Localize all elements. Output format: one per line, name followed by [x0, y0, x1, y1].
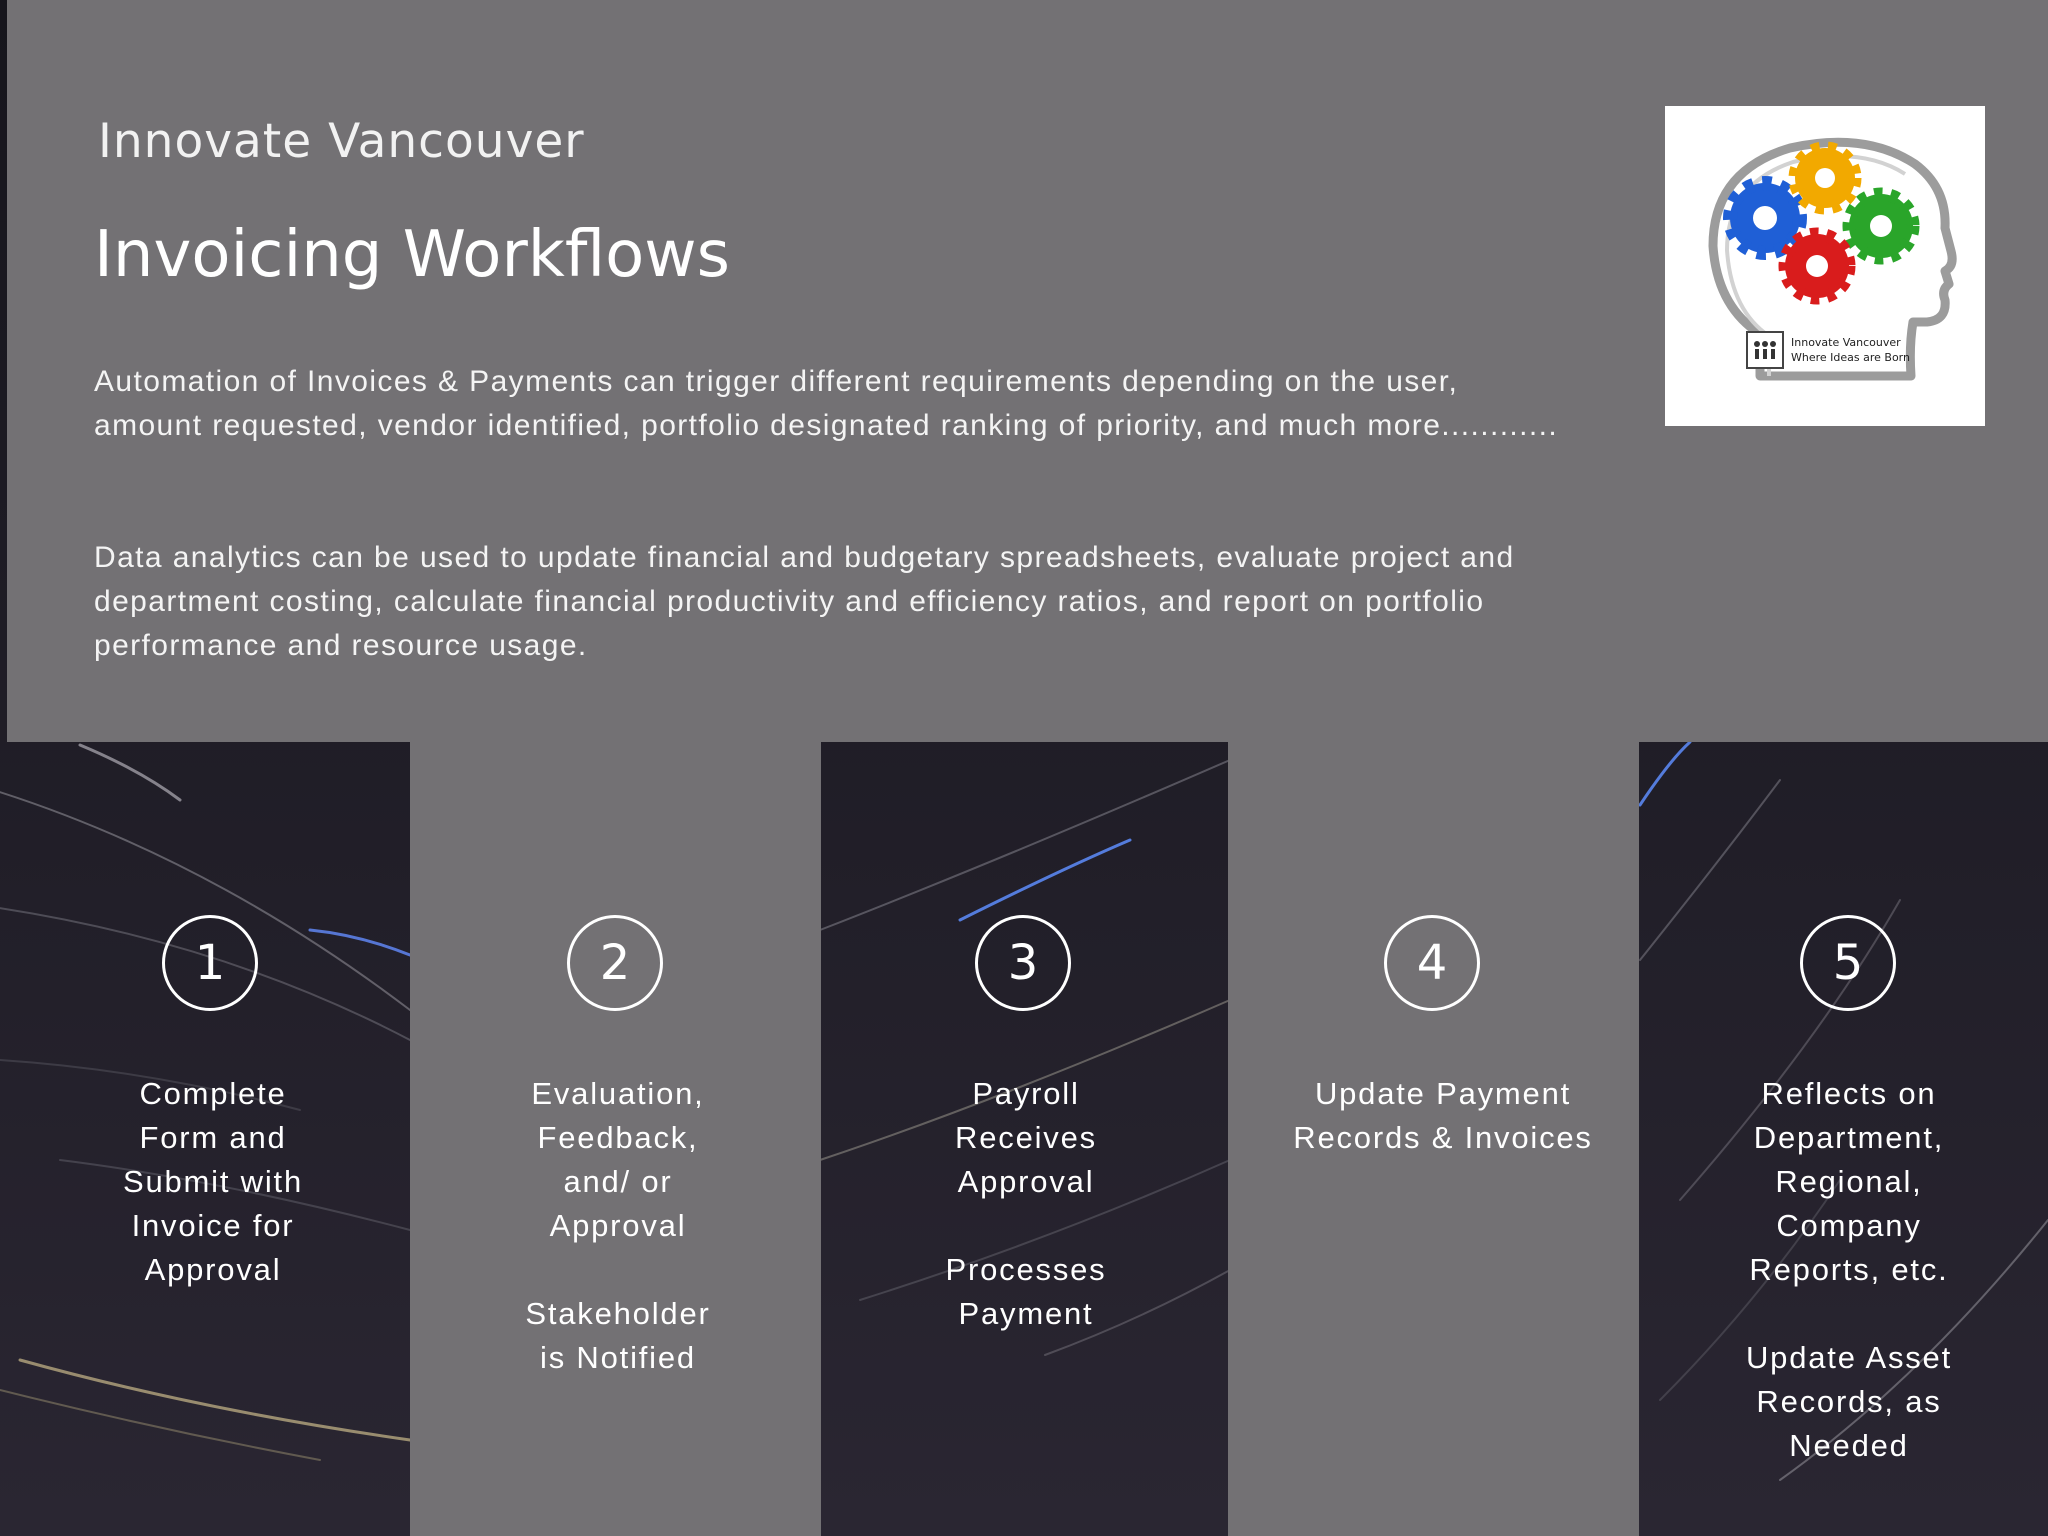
analytics-paragraph: Data analytics can be used to update financial and budgetary spreadsheets, evaluate project and department costing, calculate financial productivity and efficiency ratios, and report on portfolio performance and resource usage.: [94, 541, 1515, 662]
logo-caption-line2: Where Ideas are Born: [1791, 351, 1910, 364]
step-column-2: [410, 742, 821, 1536]
green-gear-icon: [1849, 194, 1913, 258]
step-description: Payroll Receives Approval Processes Payment: [945, 1076, 1107, 1331]
brand-name: Innovate Vancouver: [98, 114, 585, 169]
step-number-badge: 2: [567, 915, 663, 1011]
red-gear-icon: [1785, 234, 1849, 298]
step-column-4: [1228, 742, 1639, 1536]
yellow-gear-icon: [1795, 148, 1855, 208]
step-number-badge: 4: [1384, 915, 1480, 1011]
blue-gear-icon: [1730, 183, 1800, 253]
step-number-badge: 5: [1800, 915, 1896, 1011]
step-number-badge: 3: [975, 915, 1071, 1011]
head-gears-logo: [1665, 106, 1985, 426]
step-column-1: [0, 742, 411, 1536]
step-description: Evaluation, Feedback, and/ or Approval Stakeholder is Notified: [525, 1076, 711, 1375]
logo-image: [1665, 106, 1985, 426]
people-badge-icon: [1747, 332, 1783, 368]
step-description: Reflects on Department, Regional, Company Reports, etc. Update Asset Records, as Needed: [1746, 1076, 1952, 1463]
step-column-5: [1638, 742, 2048, 1536]
step-column-3: [820, 742, 1231, 1536]
intro-paragraph: Automation of Invoices & Payments can trigger different requirements depending on the user, amount requested, vendor identified, portfolio designated ranking of priority, and much more............: [94, 365, 1559, 442]
step-description: Update Payment Records & Invoices: [1293, 1076, 1593, 1155]
logo-caption-line1: Innovate Vancouver: [1791, 336, 1901, 349]
step-description: Complete Form and Submit with Invoice for Approval: [122, 1076, 304, 1287]
page-title: Invoicing Workflows: [94, 218, 730, 292]
step-number-badge: 1: [162, 915, 258, 1011]
